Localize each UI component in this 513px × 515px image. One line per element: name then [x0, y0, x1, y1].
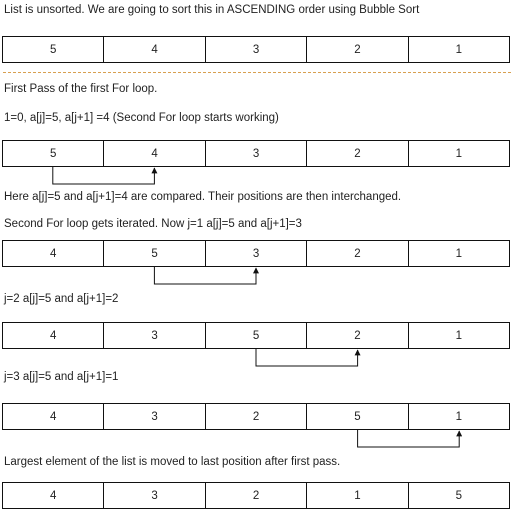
array-cell: 2 — [307, 141, 408, 166]
caption-j3: j=3 a[j]=5 and a[j+1]=1 — [4, 371, 119, 383]
array-cell: 4 — [104, 141, 205, 166]
array-cell: 4 — [3, 483, 104, 508]
array-cell: 5 — [307, 404, 408, 429]
array-cell: 5 — [455, 489, 463, 502]
array-row-initial — [2, 36, 510, 63]
array-cell: 3 — [104, 323, 205, 348]
array-cell: 3 — [206, 241, 307, 266]
caption-j2: j=2 a[j]=5 and a[j+1]=2 — [4, 293, 119, 305]
array-cell: 3 — [104, 404, 205, 429]
section-separator — [3, 72, 511, 73]
array-cell: 2 — [307, 241, 408, 266]
array-cell: 1 — [455, 147, 463, 160]
caption-first-pass: First Pass of the first For loop. — [4, 83, 158, 95]
array-row-step3 — [2, 322, 510, 349]
array-cell: 1 — [307, 483, 408, 508]
array-cell: 4 — [3, 241, 104, 266]
array-cell: 1 — [455, 410, 463, 423]
intro-text: List is unsorted. We are going to sort this in ASCENDING order using Bubble Sort — [4, 4, 420, 16]
array-cell: 2 — [206, 404, 307, 429]
array-cell: 1 — [455, 247, 463, 260]
array-row-step1 — [2, 140, 510, 167]
array-cell: 4 — [3, 404, 104, 429]
array-cell: 5 — [3, 37, 104, 62]
array-cell: 1 — [455, 329, 463, 342]
array-cell: 2 — [206, 483, 307, 508]
array-cell: 5 — [104, 241, 205, 266]
array-row-final — [2, 482, 510, 509]
array-cell: 5 — [206, 323, 307, 348]
array-row-step4 — [2, 403, 510, 430]
array-cell: 4 — [104, 37, 205, 62]
comparison-arrow — [53, 167, 155, 184]
array-cell: 3 — [206, 141, 307, 166]
caption-j1: Second For loop gets iterated. Now j=1 a[j]=5 and a[j+1]=3 — [4, 218, 302, 230]
array-cell: 5 — [3, 141, 104, 166]
array-row-step2 — [2, 240, 510, 267]
array-cell: 4 — [3, 323, 104, 348]
comparison-arrow — [154, 267, 256, 284]
array-cell: 1 — [455, 43, 463, 56]
comparison-arrow — [358, 430, 460, 447]
array-cell: 3 — [206, 37, 307, 62]
caption-result: Largest element of the list is moved to last position after first pass. — [4, 456, 341, 468]
caption-swap: Here a[j]=5 and a[j+1]=4 are compared. Their positions are then interchanged. — [4, 191, 402, 203]
array-cell: 2 — [307, 323, 408, 348]
comparison-arrow — [256, 349, 358, 366]
array-cell: 2 — [307, 37, 408, 62]
array-cell: 3 — [104, 483, 205, 508]
caption-j0: 1=0, a[j]=5, a[j+1] =4 (Second For loop starts working) — [4, 112, 279, 124]
